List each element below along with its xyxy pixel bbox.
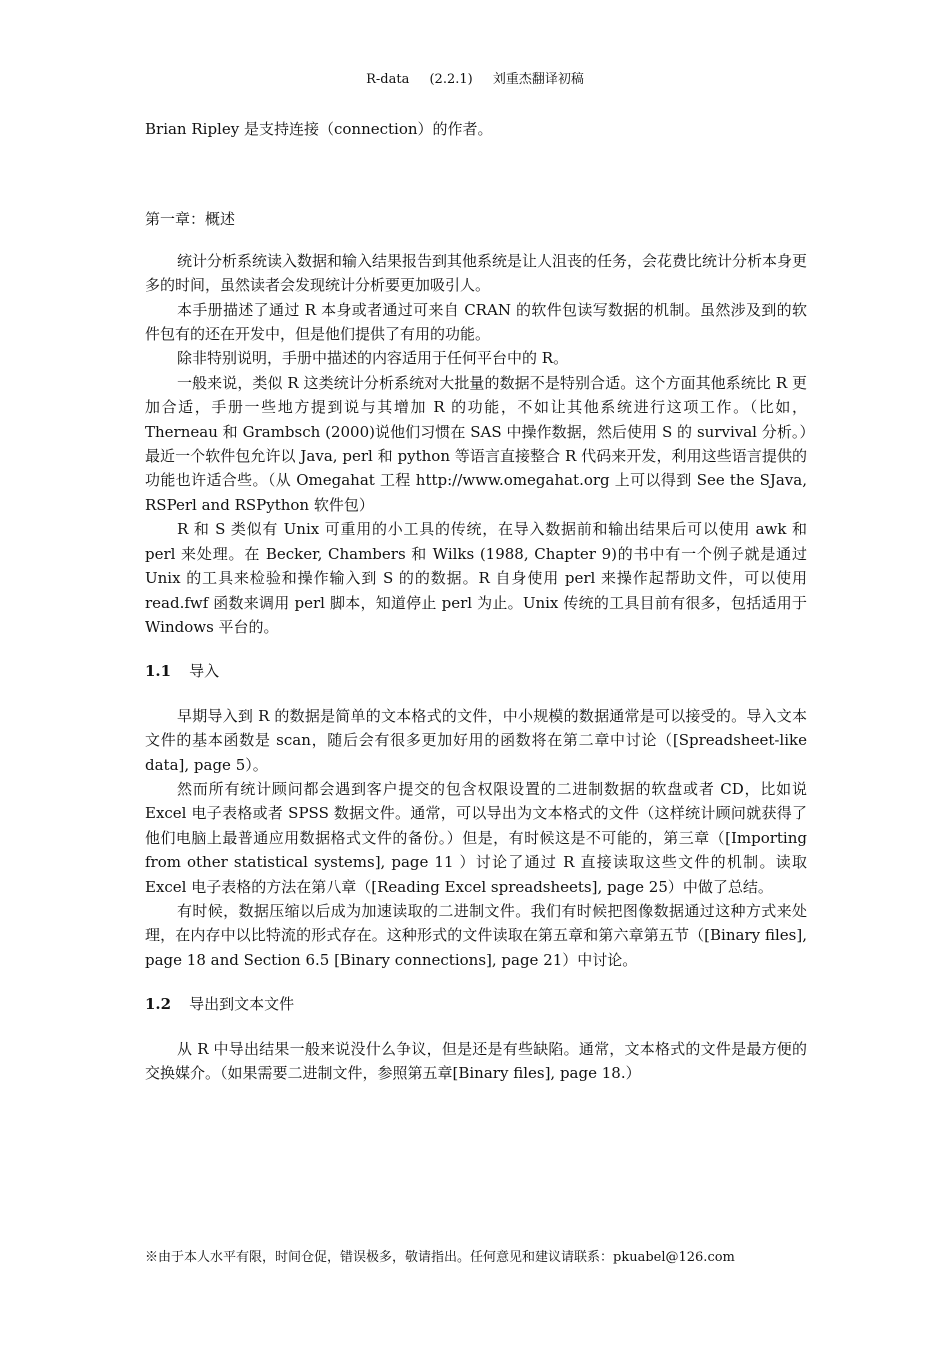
section-number: 1.1 [145,662,172,681]
header-doc-name: R-data [366,72,410,87]
paragraph: 一般来说，类似 R 这类统计分析系统对大批量的数据不是特别合适。这个方面其他系统比 R 更加合适，手册一些地方提到说与其增加 R 的功能，不如让其他系统进行这项工作。（比如，Therneau 和 Grambsch (2000)说他们习惯在 SAS 中操作数据，然后使用 S 的 survival 分析。）最近一个软件包允许以 Java, perl 和 python 等语言直接整合 R 代码来开发，利用这些语言提供的功能也许适合些。（从 Omegahat 工程 http://www.omegahat.org 上可以得到 See the SJava, RSPerl and RSPython 软件包） [145,373,807,514]
paragraph: 然而所有统计顾问都会遇到客户提交的包含权限设置的二进制数据的软盘或者 CD，比如说 Excel 电子表格或者 SPSS 数据文件。通常，可以导出为文本格式的文件（这样统计顾问就获得了他们电脑上最普通应用数据格式文件的备份。）但是，有时候这是不可能的，第三章（[Importing from other statistical systems], page 11 ）讨论了通过 R 直接读取这些文件的机制。读取 Excel 电子表格的方法在第八章（[Reading Excel spreadsheets], page 25）中做了总结。 [145,779,807,896]
section-title: 导入 [189,662,220,681]
page-header [0,72,950,88]
section-title: 导出到文本文件 [189,995,295,1014]
section-heading-1-2 [145,992,807,1016]
paragraph: 有时候，数据压缩以后成为加速读取的二进制文件。我们有时候把图像数据通过这种方式来处理，在内存中以比特流的形式存在。这种形式的文件读取在第五章和第六章第五节（[Binary files], page 18 and Section 6.5 [Binary connections], page 21）中讨论。 [145,901,807,969]
paragraph: R 和 S 类似有 Unix 可重用的小工具的传统，在导入数据前和输出结果后可以使用 awk 和 perl 来处理。在 Becker, Chambers 和 Wilks (1988, Chapter 9)的书中有一个例子就是通过 Unix 的工具来检验和操作输入到 S 的的数据。R 自身使用 perl 来操作起帮助文件，可以使用 read.fwf 函数来调用 perl 脚本，知道停止 perl 为止。Unix 传统的工具目前有很多，包括适用于 Windows 平台的。 [145,520,807,636]
section-number: 1.2 [145,995,172,1014]
document-body [145,117,807,1085]
paragraph: 统计分析系统读入数据和输入结果报告到其他系统是让人沮丧的任务，会花费比统计分析本身更多的时间，虽然读者会发现统计分析要更加吸引人。 [145,251,808,295]
paragraph: 除非特别说明，手册中描述的内容适用于任何平台中的 R。 [177,349,569,368]
intro-line: Brian Ripley 是支持连接（connection）的作者。 [145,120,493,138]
page-footer: ※由于本人水平有限，时间仓促，错误极多，敬请指出。任何意见和建议请联系：pkuabel@126.com [145,1250,735,1265]
header-translator: 刘重杰翻译初稿 [492,72,584,87]
chapter-title: 第一章：概述 [145,210,236,229]
header-version: (2.2.1) [429,72,473,87]
paragraph: 从 R 中导出结果一般来说没什么争议，但是还是有些缺陷。通常，文本格式的文件是最方便的交换媒介。（如果需要二进制文件，参照第五章[Binary files], page 18.） [145,1039,807,1082]
paragraph: 本手册描述了通过 R 本身或者通过可来自 CRAN 的软件包读写数据的机制。虽然涉及到的软件包有的还在开发中，但是他们提供了有用的功能。 [145,300,807,344]
section-heading-1-1 [145,659,807,683]
paragraph: 早期导入到 R 的数据是简单的文本格式的文件，中小规模的数据通常是可以接受的。导入文本文件的基本函数是 scan，随后会有很多更加好用的函数将在第二章中讨论（[Spreadsheet-like data], page 5）。 [145,706,807,774]
